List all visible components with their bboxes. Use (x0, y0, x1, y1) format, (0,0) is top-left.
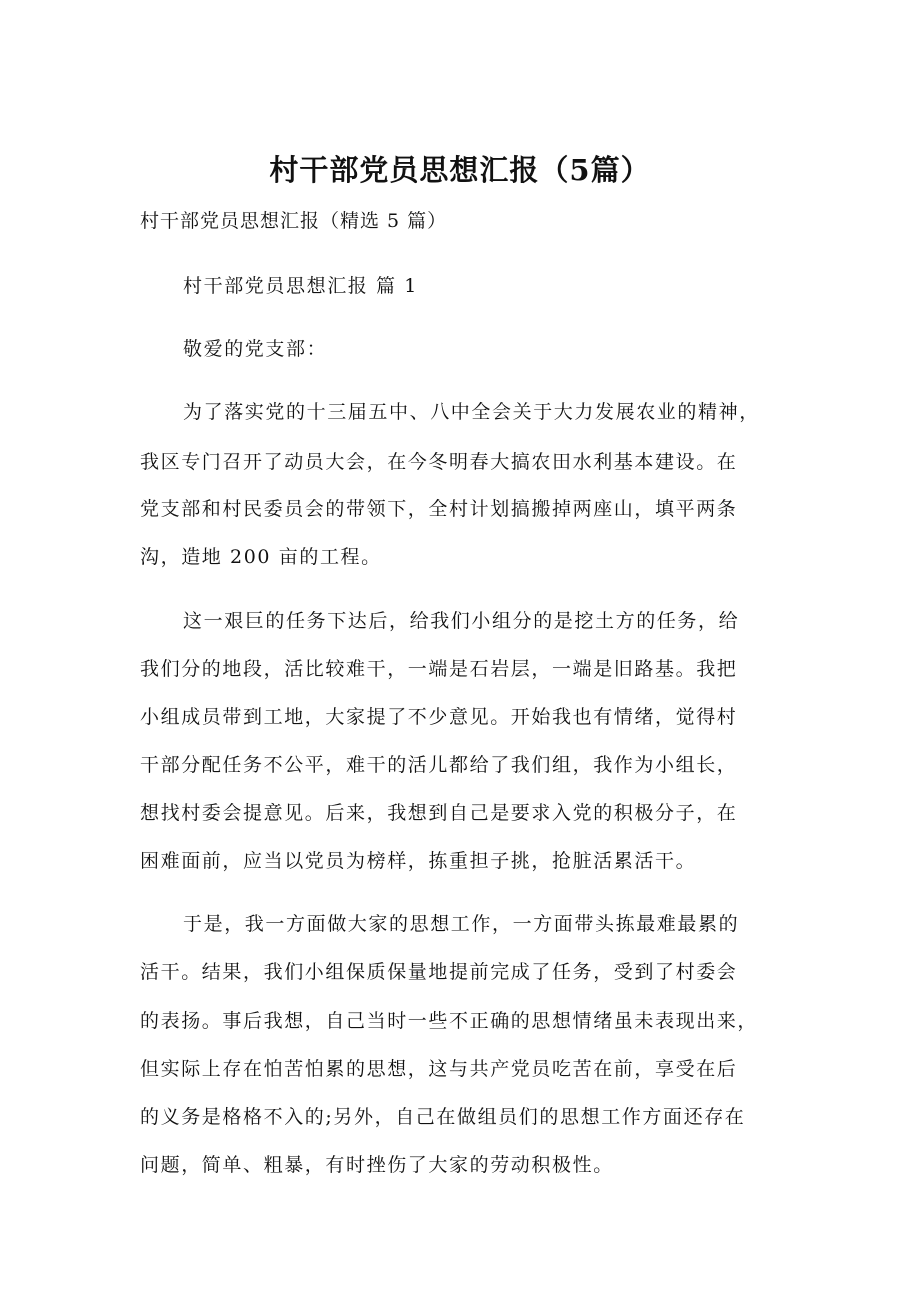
paragraph-line: 沟，造地 200 亩的工程。 (140, 546, 382, 568)
paragraph-line: 的表扬。事后我想，自己当时一些不正确的思想情绪虽未表现出来， (140, 1010, 759, 1032)
salutation: 敬爱的党支部： (183, 338, 328, 360)
paragraph-line: 我区专门召开了动员大会，在今冬明春大搞农田水利基本建设。在 (140, 451, 738, 473)
section-heading: 村干部党员思想汇报 篇 1 (183, 275, 418, 297)
paragraph-line: 小组成员带到工地，大家提了不少意见。开始我也有情绪，觉得村 (140, 706, 738, 728)
paragraph-line: 活干。结果，我们小组保质保量地提前完成了任务，受到了村委会 (140, 961, 738, 983)
paragraph-line: 的义务是格格不入的;另外，自己在做组员们的思想工作方面还存在 (140, 1106, 746, 1128)
paragraph-line: 为了落实党的十三届五中、八中全会关于大力发展农业的精神， (183, 401, 760, 423)
document-title: 村干部党员思想汇报（5篇） (269, 153, 651, 187)
paragraph-line: 问题，简单、粗暴，有时挫伤了大家的劳动积极性。 (140, 1154, 614, 1176)
document-subtitle: 村干部党员思想汇报（精选 5 篇） (140, 210, 448, 232)
paragraph-line: 我们分的地段，活比较难干，一端是石岩层，一端是旧路基。我把 (140, 658, 738, 680)
paragraph-line: 党支部和村民委员会的带领下，全村计划搞搬掉两座山，填平两条 (140, 498, 738, 520)
paragraph-line: 于是，我一方面做大家的思想工作，一方面带头拣最难最累的 (183, 913, 740, 935)
paragraph-line: 干部分配任务不公平，难干的活儿都给了我们组，我作为小组长， (140, 754, 738, 776)
paragraph-line: 困难面前，应当以党员为榜样，拣重担子挑，抢脏活累活干。 (140, 850, 697, 872)
paragraph-line: 但实际上存在怕苦怕累的思想，这与共产党员吃苦在前，享受在后 (140, 1058, 738, 1080)
paragraph-line: 想找村委会提意见。后来，我想到自己是要求入党的积极分子，在 (140, 802, 738, 824)
paragraph-line: 这一艰巨的任务下达后，给我们小组分的是挖土方的任务，给 (183, 610, 740, 632)
